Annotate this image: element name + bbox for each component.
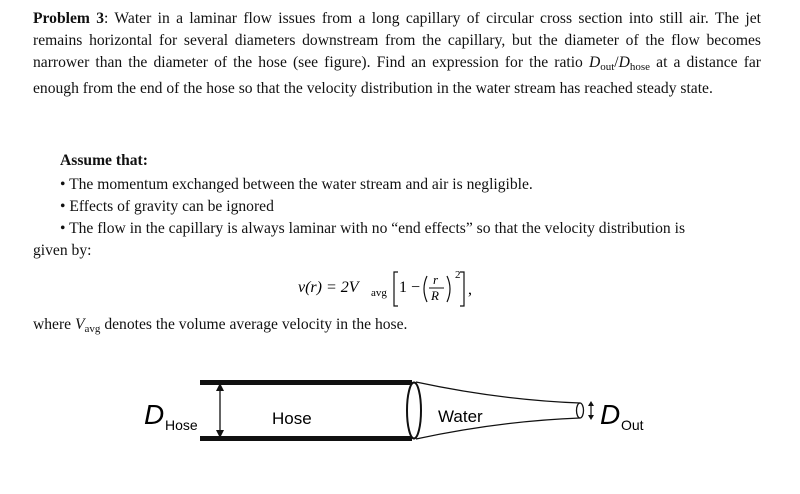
d-out-label: D — [600, 399, 621, 430]
down-arrow-icon — [588, 415, 594, 420]
hose-top-wall — [200, 380, 412, 385]
fraction-denominator: R — [431, 288, 439, 303]
equation-one-minus: 1 − — [399, 279, 421, 296]
ratio-slash: / — [614, 54, 619, 71]
jet-top-contour — [416, 382, 580, 403]
where-variable: V — [75, 316, 85, 333]
problem-label: Problem 3 — [33, 10, 105, 27]
left-paren — [424, 276, 427, 302]
problem-text-b: at a distance far enough from the end of the hose so that the velocity distribution in the water stream has reached steady state. — [33, 54, 761, 97]
left-bracket — [394, 272, 398, 306]
hose-bottom-wall — [200, 436, 412, 441]
right-paren — [447, 276, 450, 302]
hose-outlet-ellipse — [407, 383, 421, 439]
right-bracket — [460, 272, 464, 306]
where-clause: where $V_{avg}$ denotes the volume average velocity in the hose. — [33, 316, 408, 335]
jet-end-ellipse — [577, 403, 584, 418]
ratio-numerator-sub: out — [600, 61, 615, 73]
assumptions-heading: Assume that: — [60, 152, 148, 169]
hose-figure — [140, 372, 660, 450]
equation-tail: , — [468, 281, 472, 298]
equation-power: 2 — [455, 269, 461, 281]
up-arrow-icon — [588, 401, 594, 406]
equation-svg — [298, 262, 528, 312]
d-hose-sub: Hose — [165, 417, 198, 433]
assumption-item: • Effects of gravity can be ignored — [60, 198, 274, 215]
figure-svg — [140, 372, 660, 450]
assumption-continuation: given by: — [33, 242, 92, 259]
water-label: Water — [438, 407, 483, 426]
ratio-denominator: D — [618, 54, 630, 71]
where-variable-sub: avg — [84, 323, 101, 335]
problem-text-a: : Water in a laminar flow issues from a long capillary of circular cross section into still air. The jet remains horizontal for several diameters downstream from the capillary, but the diameter of the flow becomes narrower than the diameter of the hose (see figure). Find an expression for the ratio — [33, 10, 761, 71]
ratio-numerator: D — [588, 54, 601, 71]
d-out-sub: Out — [621, 417, 644, 433]
assumption-item: • The flow in the capillary is always laminar with no “end effects” so that the velocity distribution is — [60, 220, 686, 237]
hose-label: Hose — [272, 409, 312, 428]
equation-lhs: v(r) = 2V — [298, 279, 359, 296]
velocity-equation — [298, 262, 528, 312]
problem-statement — [33, 8, 761, 100]
fraction-numerator: r — [433, 272, 439, 287]
d-hose-label: D — [144, 399, 165, 430]
equation-lhs-sub: avg — [371, 287, 387, 299]
ratio-denominator-sub: hose — [629, 61, 651, 73]
assumption-item: • The momentum exchanged between the water stream and air is negligible. — [60, 176, 533, 193]
